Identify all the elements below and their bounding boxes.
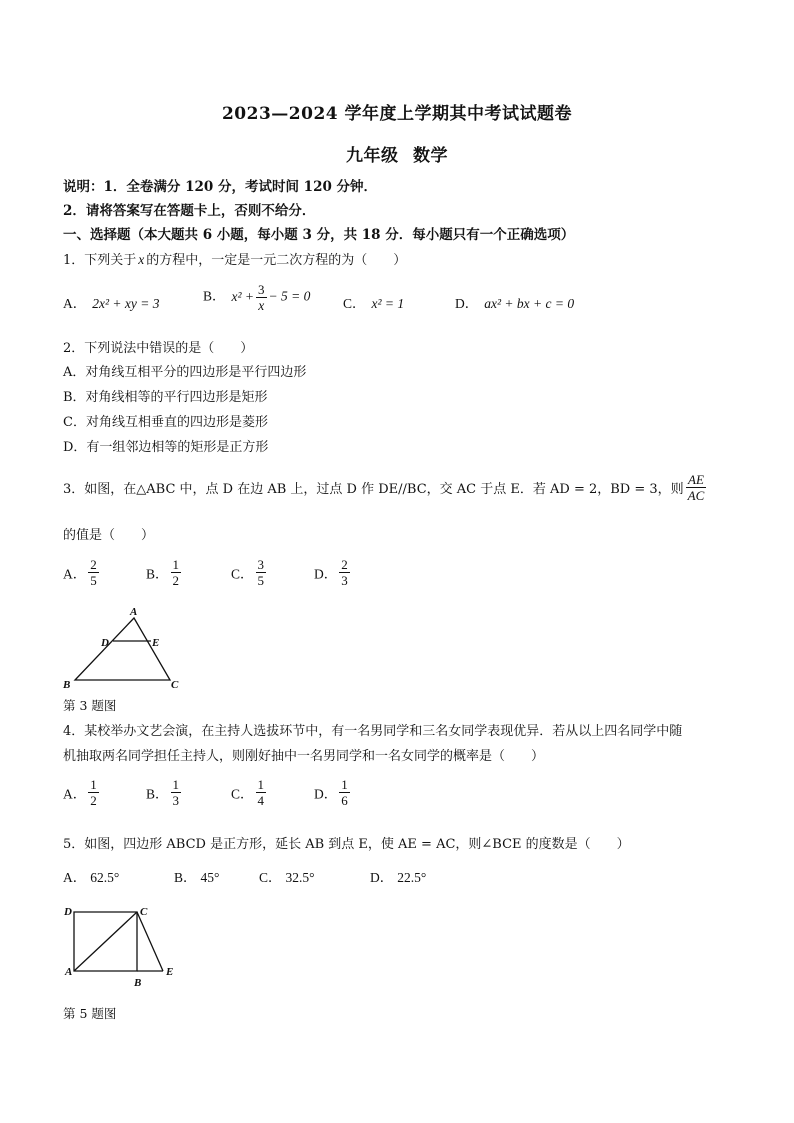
q3-option-b-num: 1 — [172, 557, 180, 572]
q1-option-a-label: A． — [63, 296, 87, 311]
q1-option-c — [343, 292, 404, 312]
q5-label-d: D — [64, 906, 72, 918]
q5-option-b — [174, 866, 219, 886]
q2-option-a: A．对角线互相平分的四边形是平行四边形 — [63, 365, 307, 380]
q3-option-a — [63, 557, 101, 588]
q1-stem-b: 的方程中，一定是一元二次方程的为（ ） — [146, 253, 407, 268]
q5-option-d-label: D． — [370, 870, 394, 885]
q3-option-a-num: 2 — [90, 557, 97, 572]
q4-option-b-den: 3 — [172, 793, 180, 808]
q1-option-c-label: C． — [343, 296, 366, 311]
q3-option-c — [231, 557, 268, 588]
q5-label-c: C — [140, 906, 148, 918]
q3-label-d: D — [101, 637, 109, 649]
q5-option-d — [370, 866, 426, 886]
q3-option-b-label: B． — [146, 566, 169, 582]
q3-stem-text: 3．如图，在△ABC 中，点 D 在边 AB 上，过点 D 作 DE//BC，交 AC 于点 E．若 AD = 2，BD = 3，则 — [63, 482, 684, 497]
q5-segment-ce — [137, 912, 163, 971]
q1-option-b — [203, 282, 310, 313]
exam-title: 2023—2024 学年度上学期其中考试试题卷 — [221, 104, 573, 124]
q1-option-d-label: D． — [455, 296, 479, 311]
instruction-line-2: 2．请将答案写在答题卡上，否则不给分． — [63, 203, 316, 219]
q4-option-d — [314, 777, 352, 808]
q5-stem: 5．如图，四边形 ABCD 是正方形，延长 AB 到点 E，使 AE = AC，则∠BCE 的度数是（ ） — [63, 837, 630, 852]
q3-option-d-num: 2 — [341, 557, 348, 572]
q2-option-d: D．有一组邻边相等的矩形是正方形 — [63, 440, 269, 455]
q4-option-d-num: 1 — [341, 777, 348, 792]
q3-option-b — [146, 557, 183, 588]
q5-option-a-value: 62.5° — [90, 870, 120, 885]
q5-option-c-label: C． — [259, 870, 282, 885]
q3-option-d-label: D． — [314, 566, 338, 582]
q5-diagonal-ac — [74, 912, 137, 971]
q1-option-d-expr: ax² + bx + c = 0 — [484, 296, 575, 311]
q5-option-c — [259, 866, 315, 886]
q5-option-a-label: A． — [63, 870, 87, 885]
q4-option-a-num: 1 — [90, 777, 97, 792]
q3-ratio-den: AC — [687, 488, 705, 503]
q5-option-a — [63, 866, 119, 886]
q1-option-d — [455, 292, 574, 312]
q1-option-b-pre: x² + — [231, 288, 255, 304]
q5-caption: 第 5 题图 — [63, 1006, 117, 1021]
q4-option-d-label: D． — [314, 786, 338, 802]
q1-option-b-den: x — [256, 297, 267, 313]
q5-label-a: A — [65, 966, 73, 978]
q1-option-b-num: 3 — [258, 282, 265, 297]
q3-option-d-den: 3 — [341, 573, 348, 588]
q3-option-c-num: 3 — [257, 557, 265, 572]
q3-triangle-figure — [58, 604, 188, 690]
q3-stem — [63, 472, 708, 503]
q5-option-b-label: B． — [174, 870, 197, 885]
q1-option-a-expr: 2x² + xy = 3 — [92, 296, 160, 311]
q3-option-a-den: 5 — [90, 573, 97, 588]
q4-line-1: 4．某校举办文艺会演，在主持人选拔环节中，有一名男同学和三名女同学表现优异．若从以上四名同学中随 — [63, 724, 683, 739]
q2-option-c: C．对角线互相垂直的四边形是菱形 — [63, 415, 268, 430]
q5-option-d-value: 22.5° — [397, 870, 427, 885]
q3-label-a: A — [130, 606, 138, 618]
q2-option-b: B．对角线相等的平行四边形是矩形 — [63, 390, 268, 405]
q1-stem — [63, 249, 406, 268]
section-heading: 一、选择题（本大题共 6 小题，每小题 3 分，共 18 分．每小题只有一个正确选项） — [63, 227, 575, 243]
q2-stem: 2．下列说法中错误的是（ ） — [63, 341, 254, 356]
q1-stem-a: 1．下列关于 — [63, 253, 137, 268]
q4-option-a-label: A． — [63, 786, 87, 802]
q3-triangle-abc — [75, 618, 170, 680]
q4-option-c-label: C． — [231, 786, 254, 802]
q3-label-c: C — [171, 679, 179, 690]
q1-var: x — [138, 252, 145, 267]
q4-option-c-den: 4 — [257, 793, 265, 808]
q5-label-e: E — [166, 966, 174, 978]
q5-option-c-value: 32.5° — [285, 870, 315, 885]
q3-label-e: E — [152, 637, 160, 649]
q3-option-d — [314, 557, 352, 588]
q4-option-a-den: 2 — [90, 793, 97, 808]
q3-option-b-den: 2 — [172, 573, 180, 588]
q4-option-b-num: 1 — [172, 777, 180, 792]
q5-option-b-value: 45° — [200, 870, 220, 885]
q3-label-b: B — [63, 679, 71, 690]
q3-option-a-label: A． — [63, 566, 87, 582]
q4-option-d-den: 6 — [341, 793, 348, 808]
q4-option-c-num: 1 — [257, 777, 265, 792]
q4-option-a — [63, 777, 101, 808]
q1-option-a — [63, 292, 160, 312]
q4-option-c — [231, 777, 268, 808]
q4-line-2: 机抽取两名同学担任主持人，则刚好抽中一名男同学和一名女同学的概率是（ ） — [63, 749, 545, 764]
q3-ratio-num: AE — [688, 472, 704, 487]
q4-option-b-label: B． — [146, 786, 169, 802]
q3-ratio-fraction — [686, 472, 707, 503]
q1-option-b-fraction — [256, 282, 267, 313]
q5-label-b: B — [134, 977, 142, 989]
q3-option-c-label: C． — [231, 566, 254, 582]
q3-option-c-den: 5 — [257, 573, 265, 588]
q3-stem-end: 的值是（ ） — [63, 528, 155, 543]
grade-subject: 九年级 数学 — [346, 146, 448, 166]
q1-option-b-label: B． — [203, 288, 226, 304]
q1-option-b-post: − 5 = 0 — [268, 288, 311, 304]
q4-option-b — [146, 777, 183, 808]
q1-option-c-expr: x² = 1 — [371, 296, 405, 311]
q5-square-figure — [58, 898, 188, 990]
q3-caption: 第 3 题图 — [63, 698, 117, 713]
instruction-line-1: 说明：1．全卷满分 120 分，考试时间 120 分钟． — [63, 179, 378, 195]
